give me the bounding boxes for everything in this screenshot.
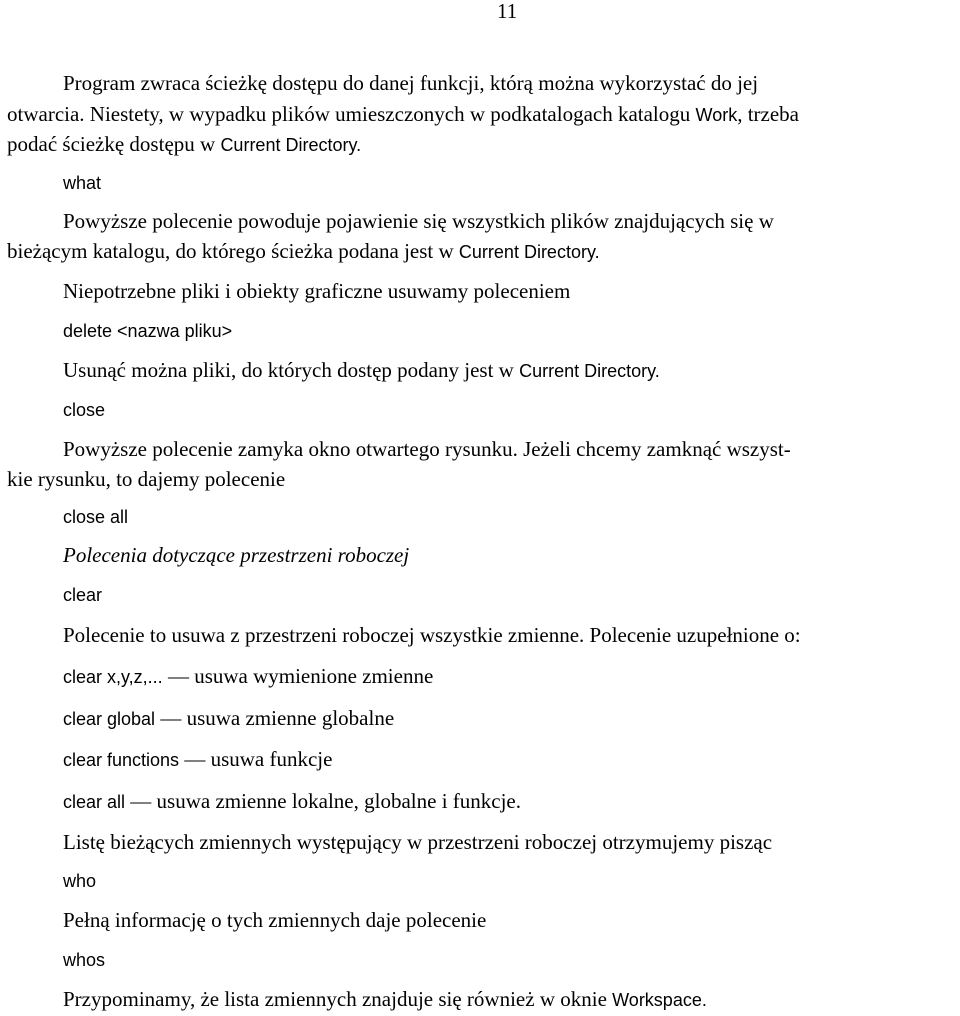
list-item — [63, 744, 332, 776]
paragraph-line — [7, 129, 361, 161]
inline-code: Current Directory. — [220, 135, 362, 155]
text: bieżącym katalogu, do którego ścieżka podana jest w — [7, 239, 454, 263]
list-item — [63, 661, 433, 693]
inline-code: clear functions — [63, 750, 180, 770]
page-number: 11 — [497, 0, 518, 23]
text: Polecenie to usuwa z przestrzeni roboczej wszystkie zmienne. Polecenie uzupełnione o: — [63, 623, 801, 647]
section-heading: Polecenia dotyczące przestrzeni roboczej — [63, 543, 410, 567]
text: — usuwa zmienne lokalne, globalne i funkcje. — [125, 789, 521, 813]
command-delete: delete <nazwa pliku> — [63, 321, 233, 341]
text: Program zwraca ścieżkę dostępu do danej funkcji, którą można wykorzystać do jej — [63, 71, 759, 95]
inline-code: Workspace. — [612, 990, 707, 1010]
text: Niepotrzebne pliki i obiekty graficzne usuwamy poleceniem — [63, 279, 571, 303]
paragraph-line — [7, 464, 285, 495]
paragraph-line — [63, 434, 791, 465]
text: kie rysunku, to dajemy polecenie — [7, 467, 286, 491]
command-whos: whos — [63, 950, 106, 970]
text: — usuwa funkcje — [179, 747, 333, 771]
list-item — [63, 703, 394, 735]
paragraph-line — [63, 68, 758, 99]
inline-code: clear global — [63, 709, 156, 729]
text: — usuwa zmienne globalne — [155, 706, 395, 730]
paragraph-line — [63, 905, 486, 936]
inline-code: clear all — [63, 792, 126, 812]
inline-code: Current Directory. — [519, 361, 660, 381]
inline-code: Current Directory. — [458, 242, 600, 262]
text: Usunąć można pliki, do których dostęp podany jest w — [63, 358, 514, 382]
command-close: close — [63, 400, 106, 420]
inline-code: clear x,y,z,... — [63, 667, 163, 687]
paragraph-line — [7, 236, 600, 268]
text: — usuwa wymienione zmienne — [162, 664, 434, 688]
paragraph-line — [63, 984, 707, 1016]
text: Pełną informację o tych zmiennych daje polecenie — [63, 908, 487, 932]
paragraph-line — [63, 355, 660, 387]
paragraph-line — [7, 99, 799, 131]
text: , trzeba — [737, 102, 799, 126]
paragraph-line — [63, 206, 774, 237]
paragraph-line — [63, 827, 772, 858]
inline-code: Work — [695, 105, 738, 125]
command-clear: clear — [63, 585, 103, 605]
paragraph-line — [63, 276, 570, 307]
text: Przypominamy, że lista zmiennych znajduje się również w oknie — [63, 987, 607, 1011]
text: Powyższe polecenie zamyka okno otwartego rysunku. Jeżeli chcemy zamknąć wszyst- — [63, 437, 791, 461]
command-who: who — [63, 871, 97, 891]
text: Listę bieżących zmiennych występujący w przestrzeni roboczej otrzymujemy pisząc — [63, 830, 773, 854]
list-item — [63, 786, 521, 818]
command-close-all: close all — [63, 507, 129, 527]
paragraph-line — [63, 620, 801, 651]
command-what: what — [63, 173, 102, 193]
text: Powyższe polecenie powoduje pojawienie się wszystkich plików znajdujących się w — [63, 209, 774, 233]
text: podać ścieżkę dostępu w — [7, 132, 216, 156]
text: otwarcia. Niestety, w wypadku plików umieszczonych w podkatalogach katalogu — [7, 102, 691, 126]
